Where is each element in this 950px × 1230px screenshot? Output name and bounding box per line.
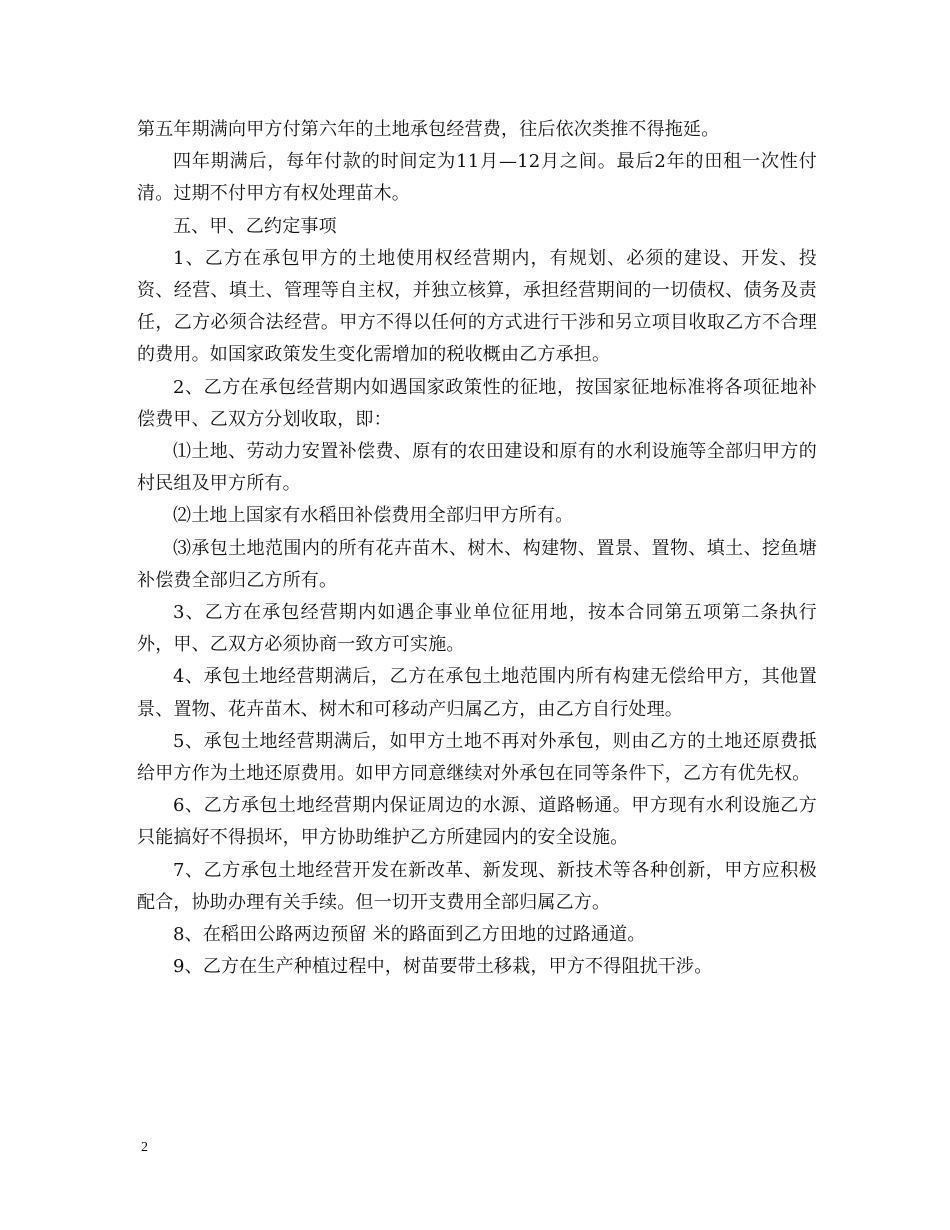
- clause-8: 8、在稻田公路两边预留 米的路面到乙方田地的过路通道。: [173, 924, 646, 946]
- clause-5: 5、承包土地经营期满后，如甲方土地不再对外承包，则由乙方的土地还原费抵给甲方作为土地还原费用。如甲方同意继续对外承包在同等条件下，乙方有优先权。: [137, 730, 817, 785]
- clause-2-item-2: ⑵土地上国家有水稻田补偿费用全部归甲方所有。: [173, 505, 574, 527]
- clause-2: 2、乙方在承包经营期内如遇国家政策性的征地，按国家征地标准将各项征地补偿费甲、乙双方分划收取，即：: [137, 376, 817, 430]
- page-number: 2: [141, 1140, 148, 1155]
- section-heading-agreed-matters: 五、甲、乙约定事项: [173, 215, 337, 237]
- clause-1: 1、乙方在承包甲方的土地使用权经营期内，有规划、必须的建设、开发、投资、经营、填土、管理等自主权，并独立核算，承担经营期间的一切债权、债务及责任，乙方必须合法经营。甲方不得以任何的方式进行干涉和另立项目收取乙方不合理的费用。如国家政策发生变化需增加的税收概由乙方承担。: [137, 247, 817, 366]
- clause-2-item-1: ⑴土地、劳动力安置补偿费、原有的农田建设和原有的水利设施等全部归甲方的村民组及甲方所有。: [137, 441, 817, 495]
- clause-9: 9、乙方在生产种植过程中，树苗要带土移栽，甲方不得阻扰干涉。: [173, 956, 713, 978]
- clause-6: 6、乙方承包土地经营期内保证周边的水源、道路畅通。甲方现有水利设施乙方只能搞好不得损坏，甲方协助维护乙方所建园内的安全设施。: [137, 795, 817, 849]
- clause-4: 4、承包土地经营期满后，乙方在承包土地范围内所有构建无偿给甲方，其他置景、置物、花卉苗木、树木和可移动产归属乙方，由乙方自行处理。: [137, 666, 817, 720]
- paragraph-payment-schedule: 四年期满后，每年付款的时间定为11月—12月之间。最后2年的田租一次性付清。过期不付甲方有权处理苗木。: [137, 151, 817, 205]
- clause-3: 3、乙方在承包经营期内如遇企事业单位征用地，按本合同第五项第二条执行外，甲、乙双方必须协商一致方可实施。: [137, 602, 817, 656]
- document-body: [137, 114, 817, 983]
- clause-7: 7、乙方承包土地经营开发在新改革、新发现、新技术等各种创新，甲方应积极配合，协助办理有关手续。但一切开支费用全部归属乙方。: [137, 859, 817, 913]
- paragraph-continuation: 第五年期满向甲方付第六年的土地承包经营费，往后依次类推不得拖延。: [137, 119, 720, 140]
- clause-2-item-3: ⑶承包土地范围内的所有花卉苗木、树木、构建物、置景、置物、填土、挖鱼塘补偿费全部归乙方所有。: [137, 537, 817, 591]
